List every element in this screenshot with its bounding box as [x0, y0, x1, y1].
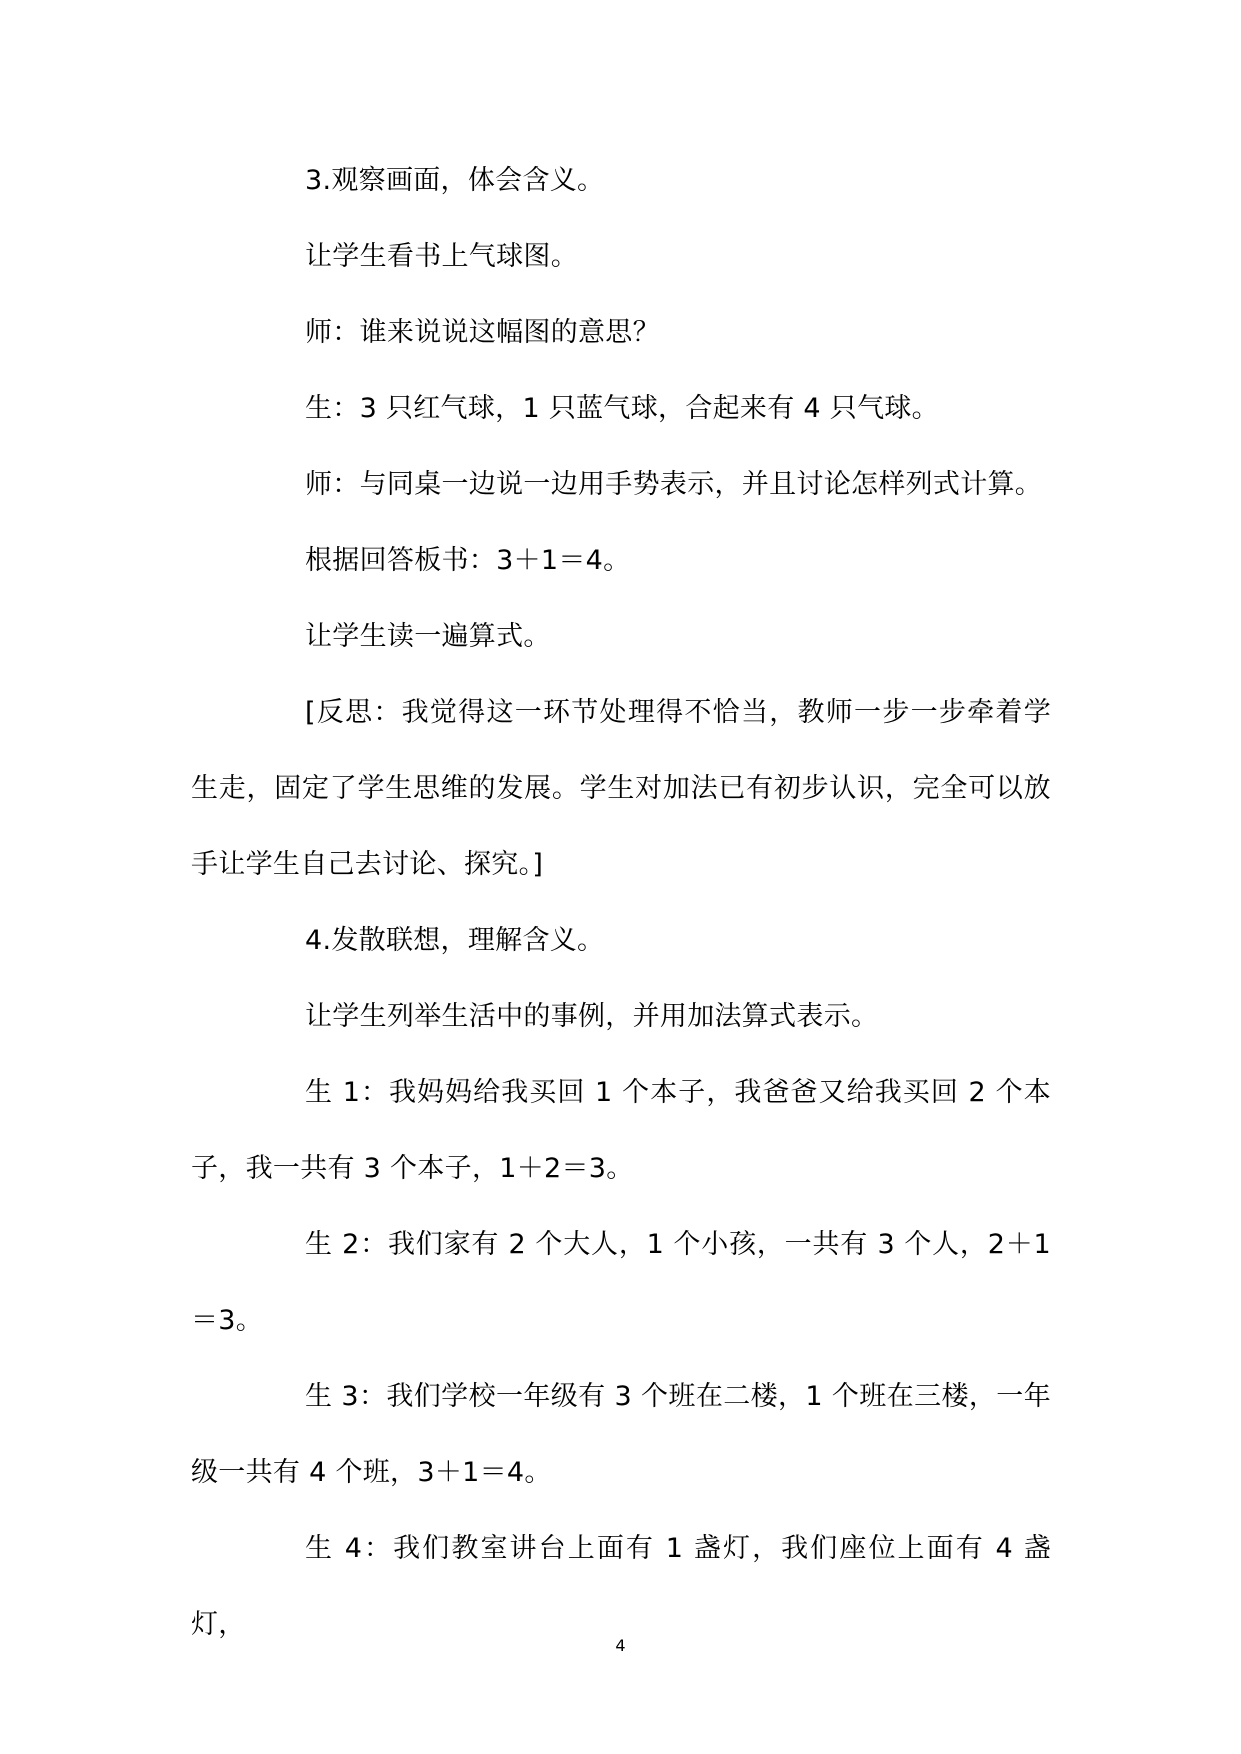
paragraph: 让学生读一遍算式。 [305, 621, 551, 652]
paragraph: 让学生看书上气球图。 [305, 241, 578, 272]
paragraph: 3.观察画面，体会含义。 [305, 165, 605, 196]
paragraph: 生 3：我们学校一年级有 3 个班在二楼，1 个班在三楼，一年级一共有 4 个班，3＋1＝4。 [191, 1381, 1051, 1488]
body-text [191, 143, 1051, 1663]
paragraph: 根据回答板书：3＋1＝4。 [305, 545, 631, 576]
paragraph: 4.发散联想，理解含义。 [305, 925, 605, 956]
paragraph: 生 1：我妈妈给我买回 1 个本子，我爸爸又给我买回 2 个本子，我一共有 3 个本子，1＋2＝3。 [191, 1077, 1051, 1184]
paragraph: 让学生列举生活中的事例，并用加法算式表示。 [305, 1001, 879, 1032]
paragraph: 生 2：我们家有 2 个大人，1 个小孩，一共有 3 个人，2＋1＝3。 [191, 1229, 1051, 1336]
paragraph: 生 4：我们教室讲台上面有 1 盏灯，我们座位上面有 4 盏灯， [191, 1533, 1051, 1640]
paragraph: 师：与同桌一边说一边用手势表示，并且讨论怎样列式计算。 [305, 469, 1043, 500]
paragraph: 生：3 只红气球，1 只蓝气球，合起来有 4 只气球。 [305, 393, 939, 424]
page-number: 4 [615, 1636, 626, 1655]
paragraph: 师：谁来说说这幅图的意思？ [305, 317, 660, 348]
paragraph: [反思：我觉得这一环节处理得不恰当，教师一步一步牵着学生走，固定了学生思维的发展。学生对加法已有初步认识，完全可以放手让学生自己去讨论、探究。] [191, 697, 1051, 880]
